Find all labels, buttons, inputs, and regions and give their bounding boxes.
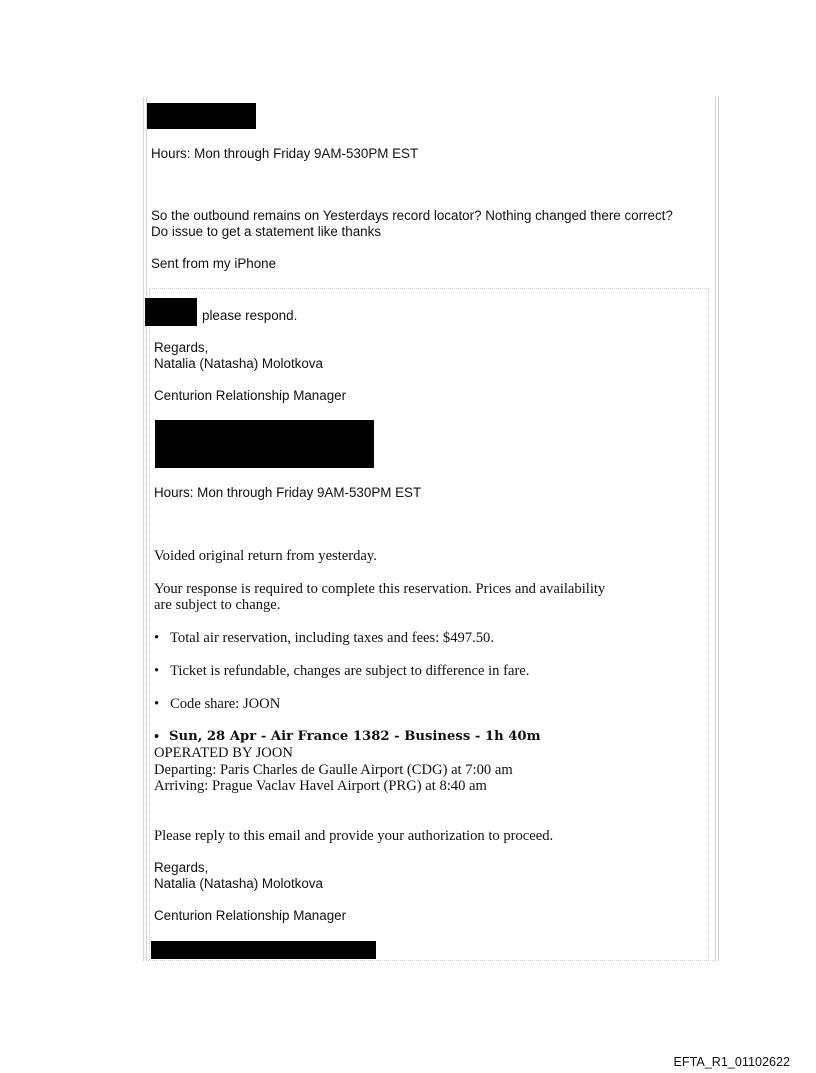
regards-text: Regards,: [154, 340, 209, 355]
bullet-icon: •: [154, 663, 160, 679]
sender-role: Centurion Relationship Manager: [154, 388, 347, 403]
bullet-item: Code share: JOON: [170, 696, 281, 712]
response-line: Your response is required to complete this reservation. Prices and availability: [154, 581, 606, 597]
bullet-icon: •: [154, 729, 160, 745]
flight-heading: Sun, 28 Apr - Air France 1382 - Business - 1h 40m: [169, 729, 541, 744]
hours-text: Hours: Mon through Friday 9AM-530PM EST: [154, 485, 422, 500]
please-respond-text: please respond.: [202, 308, 298, 323]
sender-name: Natalia (Natasha) Molotkova: [154, 356, 323, 371]
response-line: are subject to change.: [154, 597, 281, 613]
question-line: So the outbound remains on Yesterdays record locator? Nothing changed there correct?: [151, 208, 673, 223]
reply-request: Please reply to this email and provide your authorization to proceed.: [154, 828, 554, 844]
departing-text: Departing: Paris Charles de Gaulle Airport (CDG) at 7:00 am: [154, 762, 513, 778]
sender-name: Natalia (Natasha) Molotkova: [154, 876, 323, 891]
hours-text: Hours: Mon through Friday 9AM-530PM EST: [151, 146, 419, 161]
arriving-text: Arriving: Prague Vaclav Havel Airport (PRG) at 8:40 am: [154, 778, 487, 794]
bullet-icon: •: [154, 696, 160, 712]
redaction-block: [145, 298, 197, 326]
bullet-item: Ticket is refundable, changes are subject to difference in fare.: [170, 663, 530, 679]
redaction-block: [151, 941, 376, 959]
redaction-block: [147, 103, 256, 129]
sender-role: Centurion Relationship Manager: [154, 908, 347, 923]
voided-text: Voided original return from yesterday.: [154, 548, 377, 564]
sent-from: Sent from my iPhone: [151, 256, 277, 271]
bullet-icon: •: [154, 630, 160, 646]
regards-text: Regards,: [154, 860, 209, 875]
operated-by: OPERATED BY JOON: [154, 745, 293, 761]
bates-number: EFTA_R1_01102622: [673, 1055, 790, 1069]
bullet-item: Total air reservation, including taxes and fees: $497.50.: [170, 630, 494, 646]
question-line: Do issue to get a statement like thanks: [151, 224, 381, 239]
redaction-block: [155, 420, 374, 468]
